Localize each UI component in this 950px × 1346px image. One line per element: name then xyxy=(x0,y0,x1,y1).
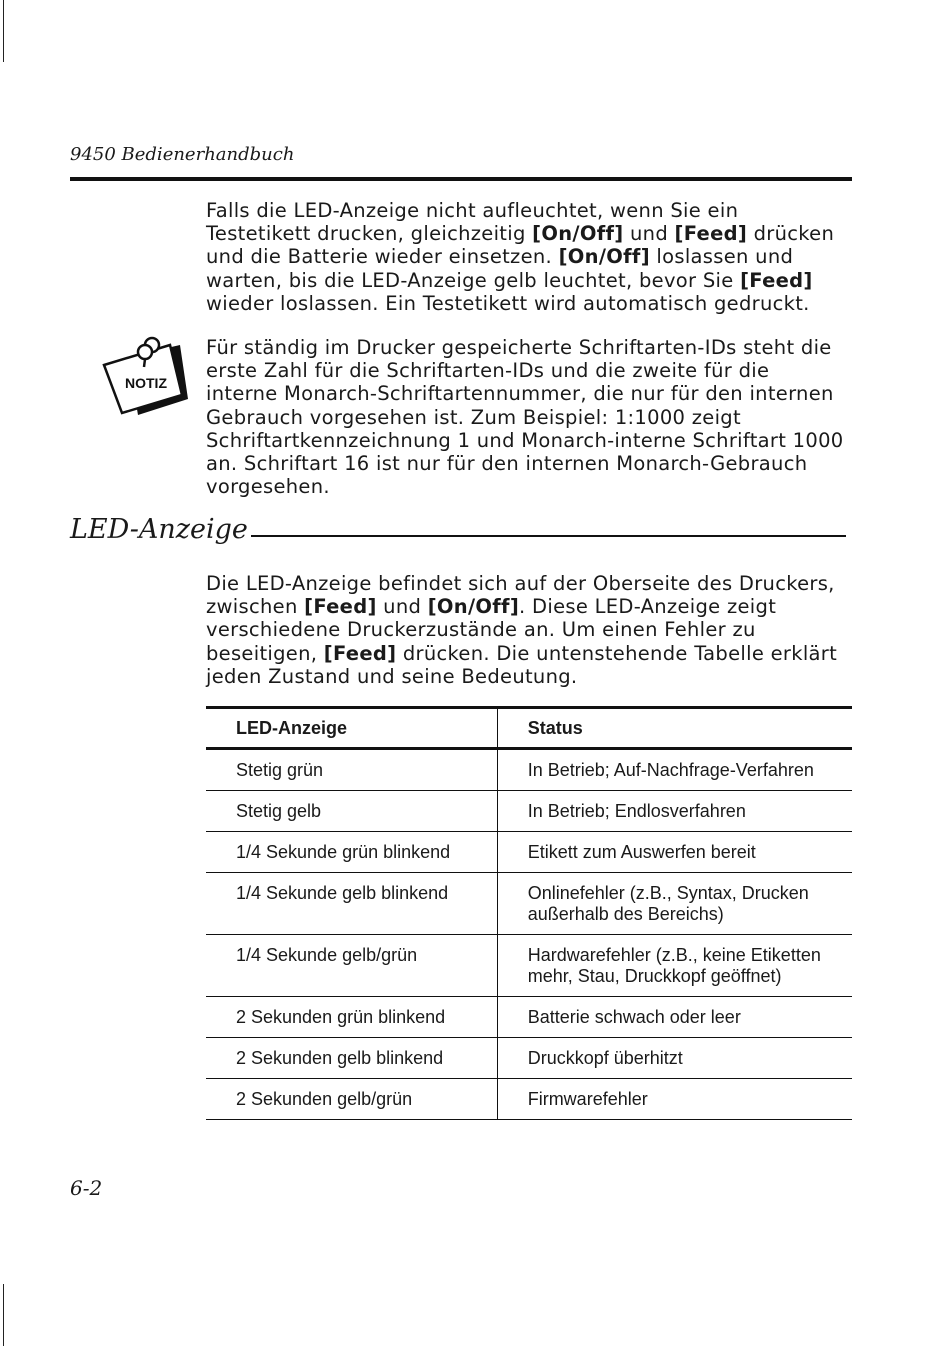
text-run: und xyxy=(623,222,675,246)
status-cell: Hardwarefehler (z.B., keine Etiketten mehr, Stau, Druckkopf geöffnet) xyxy=(527,945,821,986)
key-name: [Feed] xyxy=(323,641,397,665)
text-run: wieder loslassen. Ein Testetikett wird automatisch gedruckt. xyxy=(206,291,810,315)
key-name: [On/Off] xyxy=(558,245,650,269)
text-run: und xyxy=(376,595,428,619)
key-name: [Feed] xyxy=(304,595,377,619)
table-header-row xyxy=(206,708,852,749)
text-run: drücken. Die untenstehende Tabelle erklärt jeden Zustand und seine Bedeutung. xyxy=(206,641,838,688)
status-cell: Onlinefehler (z.B., Syntax, Drucken außerhalb des Bereichs) xyxy=(527,883,809,924)
note-paragraph: Für ständig im Drucker gespeicherte Schriftarten-IDs steht die erste Zahl für die Schriftarten-IDs und die zweite für die interne Monarch-Schriftartennummer, die nur für den internen Gebrauch vorgesehen ist. Zum Beispiel: 1:1000 zeigt Schriftartkennzeichnung 1 und Monarch-interne Schriftart 1000 an. Schriftart 16 ist nur für den internen Monarch-Gebrauch vorgesehen. xyxy=(206,336,844,499)
led-cell: 2 Sekunden gelb/grün xyxy=(206,1079,497,1120)
page-number: 6-2 xyxy=(70,1176,103,1200)
led-cell: 1/4 Sekunde gelb/grün xyxy=(206,935,497,997)
table-row xyxy=(206,873,852,935)
note-icon-label: NOTIZ xyxy=(125,375,167,391)
table-row xyxy=(206,1038,852,1079)
status-cell: Druckkopf überhitzt xyxy=(527,1048,683,1068)
table-row xyxy=(206,832,852,873)
led-cell: 2 Sekunden grün blinkend xyxy=(206,997,497,1038)
status-cell: In Betrieb; Endlosverfahren xyxy=(527,801,746,821)
table-row xyxy=(206,935,852,997)
key-name: [On/Off] xyxy=(532,222,624,246)
column-header-led: LED-Anzeige xyxy=(206,708,497,749)
column-header-status: Status xyxy=(527,718,583,738)
table-row xyxy=(206,1079,852,1120)
crop-mark-top xyxy=(3,0,4,62)
key-name: [Feed] xyxy=(740,268,813,292)
intro-paragraph xyxy=(206,199,846,315)
text-run: . Diese LED-Anzeige zeigt verschiedene Druckerzustände an. Um einen Fehler zu beseitigen, xyxy=(206,595,777,665)
text-run: loslassen und warten, bis die LED-Anzeige gelb leuchtet, bevor Sie xyxy=(206,245,794,292)
status-cell: Batterie schwach oder leer xyxy=(527,1007,741,1027)
running-header: 9450 Bedienerhandbuch xyxy=(70,144,295,165)
led-cell: Stetig gelb xyxy=(206,791,497,832)
status-cell: Firmwarefehler xyxy=(527,1089,648,1109)
text-run: Falls die LED-Anzeige nicht aufleuchtet, wenn Sie ein Testetikett drucken, gleichzeitig xyxy=(206,199,739,246)
status-cell: Etikett zum Auswerfen bereit xyxy=(527,842,756,862)
text-run: drücken und die Batterie wieder einsetzen. xyxy=(206,222,835,269)
led-cell: 1/4 Sekunde grün blinkend xyxy=(206,832,497,873)
key-name: [On/Off] xyxy=(427,595,520,619)
led-cell: 2 Sekunden gelb blinkend xyxy=(206,1038,497,1079)
header-rule xyxy=(70,177,852,181)
led-status-table xyxy=(206,706,852,1120)
section-title: LED-Anzeige xyxy=(70,514,251,545)
table-row xyxy=(206,997,852,1038)
table-row xyxy=(206,749,852,791)
key-name: [Feed] xyxy=(674,222,748,246)
note-icon xyxy=(100,333,192,425)
section-rule xyxy=(228,535,846,537)
section-paragraph xyxy=(206,572,846,688)
led-cell: 1/4 Sekunde gelb blinkend xyxy=(206,873,497,935)
table-row xyxy=(206,791,852,832)
led-cell: Stetig grün xyxy=(206,749,497,791)
status-cell: In Betrieb; Auf-Nachfrage-Verfahren xyxy=(527,760,814,780)
crop-mark-bottom xyxy=(3,1284,4,1346)
text-run: Die LED-Anzeige befindet sich auf der Oberseite des Druckers, zwischen xyxy=(206,572,835,619)
